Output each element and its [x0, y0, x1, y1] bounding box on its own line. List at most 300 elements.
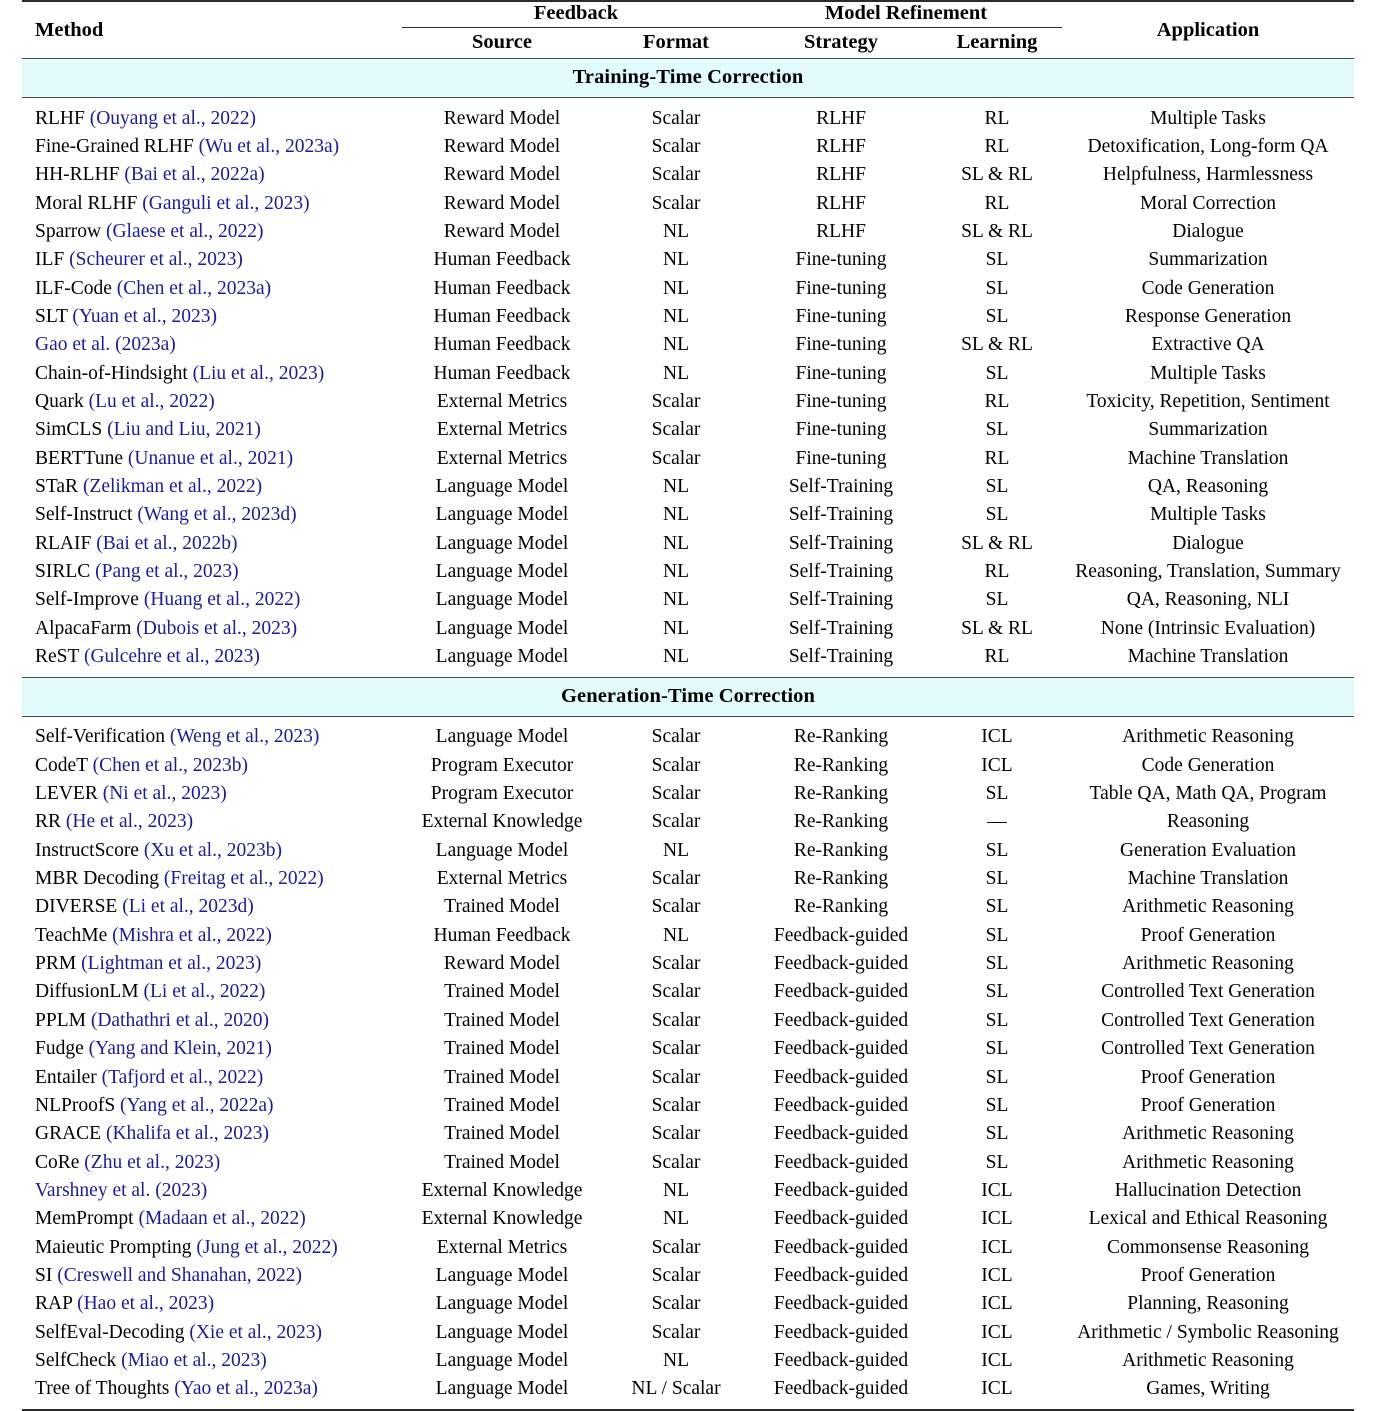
method-name: Gao et al. (2023a)	[35, 334, 176, 356]
cell-refinement-learning: ICL	[981, 1293, 1013, 1315]
cell-method	[22, 1290, 402, 1318]
cell-refinement-learning: SL & RL	[961, 617, 1033, 639]
method-citation[interactable]: (Unanue et al., 2021)	[127, 447, 294, 469]
cell-feedback-source: Language Model	[435, 561, 569, 582]
method-name: RLAIF	[35, 532, 97, 554]
cell-application: Proof Generation	[1140, 1066, 1276, 1088]
cell-feedback-format: Scalar	[651, 192, 701, 214]
cell-refinement-strategy: Re-Ranking	[793, 896, 889, 918]
cell-method	[22, 217, 402, 245]
cell-method	[22, 444, 402, 472]
cell-feedback-format: NL	[663, 249, 689, 271]
cell-application: Reasoning	[1166, 811, 1250, 833]
cell-method	[22, 1176, 402, 1204]
cell-refinement-strategy: Feedback-guided	[773, 1208, 909, 1230]
method-citation[interactable]: (Ouyang et al., 2022)	[89, 107, 256, 129]
method-name: SelfCheck	[35, 1349, 122, 1371]
cell-feedback-format: NL	[663, 1179, 689, 1201]
cell-refinement-learning: SL	[985, 981, 1009, 1003]
method-citation[interactable]: (Scheurer et al., 2023)	[69, 249, 243, 271]
cell-feedback-format: Scalar	[651, 726, 701, 748]
cell-refinement-strategy: Fine-tuning	[795, 419, 887, 441]
cell-refinement-learning: SL	[985, 1151, 1009, 1173]
method-citation[interactable]: (Bai et al., 2022a)	[124, 164, 265, 186]
cell-application: Arithmetic Reasoning	[1122, 1151, 1294, 1173]
table-row	[22, 331, 1354, 359]
cell-method	[22, 189, 402, 217]
cell-refinement-learning: SL & RL	[961, 532, 1033, 554]
cell-method	[22, 1261, 402, 1289]
cell-refinement-strategy: Feedback-guided	[773, 1151, 909, 1173]
method-name: Tree of Thoughts	[35, 1378, 175, 1400]
cell-method	[22, 751, 402, 779]
table-row	[22, 1205, 1354, 1233]
method-name: DIVERSE	[35, 896, 123, 918]
method-name: ILF	[35, 249, 70, 271]
method-name: AlpacaFarm	[35, 617, 137, 639]
cell-method	[22, 1120, 402, 1148]
cell-feedback-source: Language Model	[435, 504, 569, 526]
cell-refinement-learning: ICL	[981, 1378, 1013, 1400]
method-citation[interactable]: (He et al., 2023)	[65, 811, 194, 833]
cell-feedback-source: Trained Model	[444, 1066, 560, 1088]
cell-feedback-source: External Metrics	[436, 1236, 568, 1258]
method-name: SLT	[35, 305, 73, 327]
cell-feedback-source: Human Feedback	[433, 305, 571, 327]
cell-refinement-strategy: Feedback-guided	[773, 1123, 909, 1145]
method-citation[interactable]: (Yao et al., 2023a)	[174, 1378, 318, 1400]
cell-method	[22, 614, 402, 642]
cell-feedback-format: NL	[663, 839, 689, 861]
cell-refinement-learning: RL	[984, 561, 1010, 582]
method-name: PRM	[35, 953, 82, 975]
method-citation[interactable]: (Huang et al., 2022)	[143, 589, 301, 611]
cell-application: Response Generation	[1124, 305, 1292, 327]
table-row	[22, 1148, 1354, 1176]
cell-refinement-strategy: Feedback-guided	[773, 1009, 909, 1031]
table-row	[22, 189, 1354, 217]
cell-feedback-source: Language Model	[435, 839, 569, 861]
method-name: SimCLS	[35, 419, 108, 441]
cell-method	[22, 865, 402, 893]
cell-feedback-format: Scalar	[651, 390, 701, 412]
method-name: RR	[35, 811, 66, 833]
section-header-row	[22, 678, 1354, 717]
cell-refinement-learning: SL	[985, 896, 1009, 918]
cell-feedback-format: Scalar	[651, 868, 701, 890]
cell-feedback-format: Scalar	[651, 107, 701, 129]
cell-method	[22, 723, 402, 751]
method-name: TeachMe	[35, 924, 113, 946]
cell-method	[22, 1035, 402, 1063]
table-row	[22, 893, 1354, 921]
cell-refinement-strategy: Feedback-guided	[773, 953, 909, 975]
cell-application: Hallucination Detection	[1114, 1179, 1302, 1201]
cell-refinement-strategy: RLHF	[816, 107, 866, 129]
cell-feedback-format: Scalar	[651, 419, 701, 441]
cell-refinement-learning: SL	[985, 589, 1009, 611]
cell-feedback-source: External Metrics	[436, 447, 568, 469]
cell-refinement-strategy: Fine-tuning	[795, 277, 887, 299]
cell-feedback-source: Human Feedback	[433, 277, 571, 299]
method-name: STaR	[35, 475, 83, 497]
method-citation[interactable]: (Freitag et al., 2022)	[163, 868, 324, 890]
column-group-model-refinement: Model Refinement	[750, 2, 1062, 28]
cell-refinement-strategy: Fine-tuning	[795, 334, 887, 356]
method-citation[interactable]: (Ganguli et al., 2023)	[142, 192, 310, 214]
cell-method	[22, 274, 402, 302]
column-header-application: Application	[1156, 18, 1260, 41]
method-citation[interactable]: (Jung et al., 2022)	[196, 1236, 338, 1258]
table-row	[22, 444, 1354, 472]
cell-method	[22, 246, 402, 274]
cell-refinement-learning: SL	[985, 362, 1009, 384]
method-name: Sparrow	[35, 220, 106, 242]
cell-refinement-strategy: Feedback-guided	[773, 1066, 909, 1088]
cell-refinement-strategy: Re-Ranking	[793, 839, 889, 861]
cell-feedback-source: External Knowledge	[421, 1179, 583, 1201]
method-citation[interactable]: (Weng et al., 2023)	[169, 726, 320, 748]
cell-refinement-strategy: Re-Ranking	[793, 726, 889, 748]
cell-refinement-strategy: Re-Ranking	[793, 811, 889, 833]
table-row	[22, 780, 1354, 808]
method-name: Fine-Grained RLHF	[35, 135, 199, 157]
cell-feedback-format: Scalar	[651, 447, 701, 469]
cell-feedback-format: NL	[663, 1208, 689, 1230]
cell-refinement-learning: RL	[984, 447, 1010, 469]
cell-application: Code Generation	[1141, 754, 1275, 776]
cell-feedback-source: Reward Model	[443, 953, 561, 975]
section-title: Generation-Time Correction	[22, 678, 1354, 717]
cell-feedback-format: NL	[663, 561, 689, 582]
table-row	[22, 643, 1354, 671]
cell-feedback-source: Trained Model	[444, 1094, 560, 1116]
cell-refinement-learning: ICL	[981, 1349, 1013, 1371]
cell-feedback-format: Scalar	[651, 981, 701, 1003]
cell-refinement-learning: RL	[984, 192, 1010, 214]
method-citation[interactable]: (Pang et al., 2023)	[95, 561, 239, 582]
cell-application: Multiple Tasks	[1150, 504, 1266, 526]
cell-refinement-strategy: Feedback-guided	[773, 1378, 909, 1400]
method-name: Chain-of-Hindsight	[35, 362, 193, 384]
cell-feedback-format: Scalar	[651, 953, 701, 975]
cell-application: Dialogue	[1172, 532, 1244, 554]
method-citation[interactable]: (Creswell and Shanahan, 2022)	[57, 1264, 302, 1286]
cell-feedback-source: External Metrics	[436, 868, 568, 890]
cell-feedback-source: External Metrics	[436, 419, 568, 441]
table-row	[22, 161, 1354, 189]
method-citation[interactable]: (Chen et al., 2023a)	[116, 277, 272, 299]
table-row	[22, 359, 1354, 387]
method-name: SelfEval-Decoding	[35, 1321, 190, 1343]
table-row	[22, 274, 1354, 302]
cell-feedback-source: Language Model	[435, 1378, 569, 1400]
method-citation[interactable]: (Tafjord et al., 2022)	[101, 1066, 264, 1088]
method-name: Self-Instruct	[35, 504, 138, 526]
cell-application: Controlled Text Generation	[1101, 1038, 1315, 1060]
cell-refinement-strategy: Re-Ranking	[793, 868, 889, 890]
table-row	[22, 416, 1354, 444]
table-row	[22, 1290, 1354, 1318]
cell-method	[22, 1063, 402, 1091]
cell-method	[22, 836, 402, 864]
method-citation[interactable]: (Khalifa et al., 2023)	[105, 1123, 269, 1145]
cell-refinement-learning: SL	[985, 1123, 1009, 1145]
method-citation[interactable]: (Wu et al., 2023a)	[198, 135, 340, 157]
cell-feedback-source: Language Model	[435, 646, 569, 668]
cell-application: Multiple Tasks	[1150, 362, 1266, 384]
cell-feedback-source: Language Model	[435, 589, 569, 611]
cell-refinement-learning: SL	[985, 1009, 1009, 1031]
method-citation[interactable]: (Hao et al., 2023)	[77, 1293, 215, 1315]
method-citation[interactable]: (Gulcehre et al., 2023)	[83, 646, 260, 668]
method-name: Self-Verification	[35, 726, 170, 748]
method-citation[interactable]: (Miao et al., 2023)	[121, 1349, 267, 1371]
cell-refinement-strategy: Feedback-guided	[773, 981, 909, 1003]
cell-refinement-learning: SL	[985, 419, 1009, 441]
method-citation[interactable]: (Yang and Klein, 2021)	[88, 1038, 272, 1060]
cell-method	[22, 780, 402, 808]
cell-feedback-format: NL	[663, 362, 689, 384]
method-name: Self-Improve	[35, 589, 144, 611]
cell-refinement-learning: SL	[985, 953, 1009, 975]
method-citation[interactable]: (Wang et al., 2023d)	[137, 504, 297, 526]
column-group-feedback: Feedback	[402, 2, 750, 28]
method-name: Maieutic Prompting	[35, 1236, 197, 1258]
cell-refinement-learning: SL	[985, 1094, 1009, 1116]
cell-application: Summarization	[1148, 419, 1268, 441]
cell-application: Machine Translation	[1127, 868, 1289, 890]
method-citation[interactable]: (Lightman et al., 2023)	[81, 953, 262, 975]
table-row	[22, 104, 1354, 132]
cell-feedback-format: Scalar	[651, 1038, 701, 1060]
method-name: Fudge	[35, 1038, 89, 1060]
cell-application: Controlled Text Generation	[1101, 1009, 1315, 1031]
cell-method	[22, 359, 402, 387]
method-name: RAP	[35, 1293, 78, 1315]
table-row	[22, 1261, 1354, 1289]
cell-feedback-format: Scalar	[651, 1151, 701, 1173]
method-name: Entailer	[35, 1066, 102, 1088]
method-name: CodeT	[35, 754, 93, 776]
table-row	[22, 1091, 1354, 1119]
method-name: Moral RLHF	[35, 192, 143, 214]
cell-feedback-format: NL	[663, 1349, 689, 1371]
cell-refinement-learning: SL & RL	[961, 334, 1033, 356]
method-citation[interactable]: (Liu and Liu, 2021)	[107, 419, 261, 441]
cell-application: Arithmetic Reasoning	[1122, 896, 1294, 918]
cell-refinement-learning: ICL	[981, 1236, 1013, 1258]
cell-refinement-learning: RL	[984, 646, 1010, 668]
cell-refinement-learning: RL	[984, 135, 1010, 157]
table-row	[22, 1233, 1354, 1261]
method-citation[interactable]: (Zelikman et al., 2022)	[82, 475, 263, 497]
method-citation[interactable]: (Ni et al., 2023)	[102, 783, 227, 805]
cell-application: Dialogue	[1172, 220, 1244, 242]
method-citation[interactable]: (Xu et al., 2023b)	[143, 839, 282, 861]
cell-application: Proof Generation	[1140, 1094, 1276, 1116]
cell-application: Toxicity, Repetition, Sentiment	[1086, 390, 1330, 412]
table-row	[22, 614, 1354, 642]
cell-application: Summarization	[1148, 249, 1268, 271]
cell-feedback-source: Language Model	[435, 1321, 569, 1343]
method-citation[interactable]: (Madaan et al., 2022)	[138, 1208, 306, 1230]
cell-refinement-strategy: RLHF	[816, 220, 866, 242]
method-name: Varshney et al. (2023)	[35, 1179, 208, 1201]
cell-feedback-format: NL	[663, 475, 689, 497]
cell-feedback-source: Language Model	[435, 617, 569, 639]
cell-application: Multiple Tasks	[1150, 107, 1266, 129]
cell-method	[22, 808, 402, 836]
table-row	[22, 865, 1354, 893]
cell-feedback-source: External Metrics	[436, 390, 568, 412]
cell-refinement-strategy: RLHF	[816, 164, 866, 186]
method-name: NLProofS	[35, 1094, 121, 1116]
column-header-method: Method	[35, 18, 104, 41]
cell-refinement-strategy: Self-Training	[788, 504, 894, 526]
cell-refinement-learning: SL	[985, 1066, 1009, 1088]
cell-application: Lexical and Ethical Reasoning	[1088, 1208, 1328, 1230]
cell-refinement-learning: SL	[985, 475, 1009, 497]
cell-feedback-format: Scalar	[651, 783, 701, 805]
table-row	[22, 1346, 1354, 1374]
method-name: CoRe	[35, 1151, 85, 1173]
table-row	[22, 723, 1354, 751]
cell-feedback-format: Scalar	[651, 1236, 701, 1258]
cell-feedback-source: Language Model	[435, 1264, 569, 1286]
cell-feedback-format: Scalar	[651, 1066, 701, 1088]
cell-refinement-strategy: Re-Ranking	[793, 783, 889, 805]
cell-application: Commonsense Reasoning	[1106, 1236, 1310, 1258]
cell-feedback-source: Trained Model	[444, 981, 560, 1003]
method-citation[interactable]: (Zhu et al., 2023)	[84, 1151, 221, 1173]
cell-refinement-learning: SL	[985, 868, 1009, 890]
cell-refinement-strategy: Fine-tuning	[795, 390, 887, 412]
method-citation[interactable]: (Yang et al., 2022a)	[120, 1094, 274, 1116]
cell-method	[22, 1233, 402, 1261]
cell-refinement-strategy: RLHF	[816, 135, 866, 157]
cell-feedback-format: Scalar	[651, 754, 701, 776]
table-row	[22, 529, 1354, 557]
cell-feedback-source: Human Feedback	[433, 362, 571, 384]
cell-refinement-learning: ICL	[981, 1208, 1013, 1230]
cell-method	[22, 893, 402, 921]
table-row	[22, 1318, 1354, 1346]
cell-refinement-strategy: Self-Training	[788, 561, 894, 582]
cell-feedback-format: NL / Scalar	[631, 1378, 721, 1400]
cell-feedback-format: Scalar	[651, 1094, 701, 1116]
method-name: BERTTune	[35, 447, 128, 469]
cell-feedback-source: Reward Model	[443, 220, 561, 242]
method-citation[interactable]: (Glaese et al., 2022)	[105, 220, 264, 242]
table-row	[22, 246, 1354, 274]
method-citation[interactable]: (Lu et al., 2022)	[88, 390, 215, 412]
method-citation[interactable]: (Dathathri et al., 2020)	[90, 1009, 269, 1031]
method-citation[interactable]: (Yuan et al., 2023)	[72, 305, 217, 327]
cell-feedback-format: NL	[663, 504, 689, 526]
method-citation[interactable]: (Mishra et al., 2022)	[112, 924, 272, 946]
cell-refinement-learning: ICL	[981, 1321, 1013, 1343]
table-row	[22, 132, 1354, 160]
cell-method	[22, 387, 402, 415]
cell-feedback-format: Scalar	[651, 1293, 701, 1315]
method-citation[interactable]: (Li et al., 2023d)	[122, 896, 254, 918]
cell-refinement-strategy: Feedback-guided	[773, 1349, 909, 1371]
cell-refinement-strategy: Self-Training	[788, 475, 894, 497]
cell-application: Machine Translation	[1127, 447, 1289, 469]
cell-feedback-format: Scalar	[651, 135, 701, 157]
cell-application: Generation Evaluation	[1120, 839, 1296, 861]
cell-feedback-source: Reward Model	[443, 192, 561, 214]
cell-refinement-learning: SL	[985, 504, 1009, 526]
survey-table	[22, 0, 1354, 1411]
method-name: SIRLC	[35, 561, 96, 582]
method-citation[interactable]: (Xie et al., 2023)	[189, 1321, 322, 1343]
cell-feedback-source: Human Feedback	[433, 249, 571, 271]
cell-feedback-source: Program Executor	[430, 783, 574, 805]
method-name: Quark	[35, 390, 89, 412]
table-row	[22, 501, 1354, 529]
method-citation[interactable]: (Liu et al., 2023)	[192, 362, 325, 384]
cell-feedback-format: Scalar	[651, 1321, 701, 1343]
method-citation[interactable]: (Dubois et al., 2023)	[136, 617, 298, 639]
cell-application: Games, Writing	[1146, 1378, 1270, 1400]
table-row	[22, 808, 1354, 836]
method-name: GRACE	[35, 1123, 106, 1145]
section-title: Training-Time Correction	[22, 59, 1354, 98]
cell-feedback-format: NL	[663, 334, 689, 356]
cell-application: Planning, Reasoning	[1127, 1293, 1289, 1315]
table-row	[22, 472, 1354, 500]
cell-application: None (Intrinsic Evaluation)	[1100, 617, 1316, 639]
method-name: SI	[35, 1264, 58, 1286]
cell-refinement-strategy: Feedback-guided	[773, 1094, 909, 1116]
method-name: ILF-Code	[35, 277, 117, 299]
column-header-learning: Learning	[956, 31, 1038, 53]
cell-application: Detoxification, Long-form QA	[1087, 135, 1329, 157]
cell-refinement-strategy: Feedback-guided	[773, 924, 909, 946]
cell-refinement-strategy: Self-Training	[788, 532, 894, 554]
cell-application: Extractive QA	[1151, 334, 1265, 356]
cell-feedback-source: Language Model	[435, 1293, 569, 1315]
cell-refinement-learning: SL & RL	[961, 220, 1033, 242]
cell-feedback-source: Reward Model	[443, 135, 561, 157]
table-row	[22, 978, 1354, 1006]
cell-feedback-source: Trained Model	[444, 1009, 560, 1031]
cell-method	[22, 302, 402, 330]
method-citation[interactable]: (Chen et al., 2023b)	[92, 754, 249, 776]
method-name: InstructScore	[35, 839, 144, 861]
row-spacer	[22, 1403, 1354, 1410]
cell-method	[22, 950, 402, 978]
table-row	[22, 1006, 1354, 1034]
method-citation[interactable]: (Bai et al., 2022b)	[96, 532, 238, 554]
cell-refinement-learning: SL	[985, 783, 1009, 805]
cell-refinement-learning: SL	[985, 249, 1009, 271]
table-header	[22, 1, 1354, 59]
cell-feedback-format: NL	[663, 924, 689, 946]
table-row	[22, 217, 1354, 245]
method-name: MBR Decoding	[35, 868, 164, 890]
cell-refinement-strategy: Re-Ranking	[793, 754, 889, 776]
cell-application: Arithmetic Reasoning	[1122, 1123, 1294, 1145]
method-citation[interactable]: (Li et al., 2022)	[143, 981, 266, 1003]
cell-refinement-learning: ICL	[981, 1264, 1013, 1286]
cell-refinement-strategy: Feedback-guided	[773, 1264, 909, 1286]
table-row	[22, 387, 1354, 415]
cell-method	[22, 1346, 402, 1374]
table-row	[22, 1063, 1354, 1091]
